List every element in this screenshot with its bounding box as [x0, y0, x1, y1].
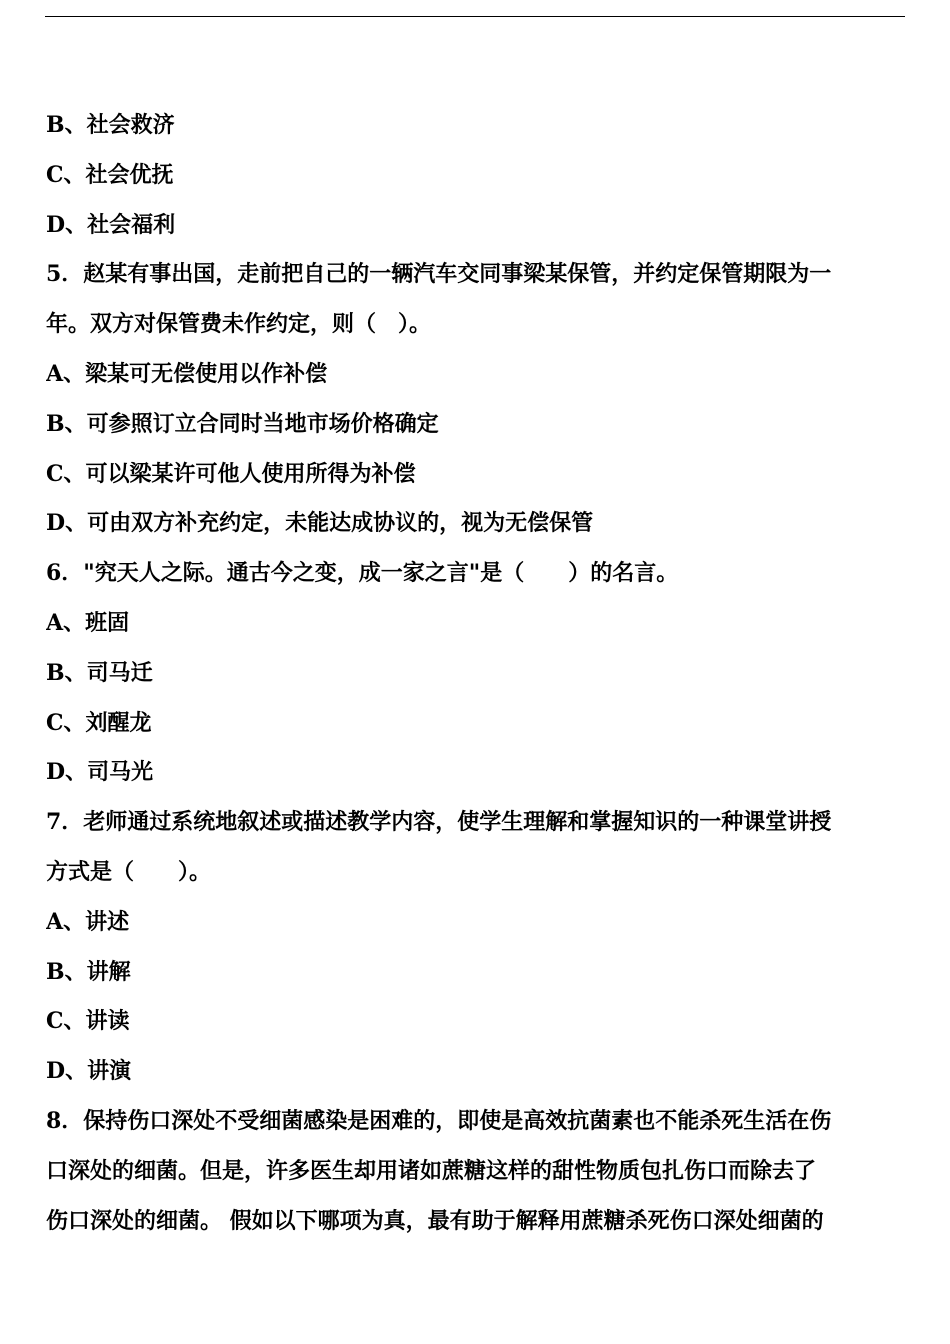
option-line: A、梁某可无偿使用以作补偿 — [46, 360, 328, 387]
question-line: 6．"究天人之际。通古今之变，成一家之言"是（ ）的名言。 — [46, 560, 679, 587]
option-line: A、讲述 — [46, 908, 130, 935]
question-line: 5．赵某有事出国，走前把自己的一辆汽车交同事梁某保管，并约定保管期限为一 — [46, 261, 832, 288]
option-line: C、讲读 — [46, 1008, 130, 1035]
question-line: 方式是（ ）。 — [46, 858, 212, 885]
option-line: C、可以梁某许可他人使用所得为补偿 — [46, 460, 416, 487]
option-line: C、社会优抚 — [46, 161, 174, 188]
option-line: A、班固 — [46, 609, 130, 636]
header-rule — [45, 16, 905, 17]
option-line: B、可参照订立合同时当地市场价格确定 — [46, 410, 439, 437]
option-line: C、刘醒龙 — [46, 709, 152, 736]
option-line: B、讲解 — [46, 958, 131, 985]
question-line: 年。双方对保管费未作约定，则（ ）。 — [46, 311, 432, 338]
option-line: D、社会福利 — [46, 211, 176, 238]
question-line: 伤口深处的细菌。 假如以下哪项为真，最有助于解释用蔗糖杀死伤口深处细菌的 — [46, 1207, 824, 1234]
option-line: B、司马迁 — [46, 659, 153, 686]
question-line: 7．老师通过系统地叙述或描述教学内容，使学生理解和掌握知识的一种课堂讲授 — [46, 809, 832, 836]
question-line: 8．保持伤口深处不受细菌感染是困难的，即使是高效抗菌素也不能杀死生活在伤 — [46, 1107, 832, 1134]
option-line: D、可由双方补充约定，未能达成协议的，视为无偿保管 — [46, 510, 594, 537]
option-line: B、社会救济 — [46, 112, 175, 138]
option-line: D、讲演 — [46, 1058, 132, 1085]
document-body — [46, 101, 906, 1246]
question-line: 口深处的细菌。但是，许多医生却用诸如蔗糖这样的甜性物质包扎伤口而除去了 — [46, 1157, 817, 1184]
option-line: D、司马光 — [46, 759, 154, 786]
